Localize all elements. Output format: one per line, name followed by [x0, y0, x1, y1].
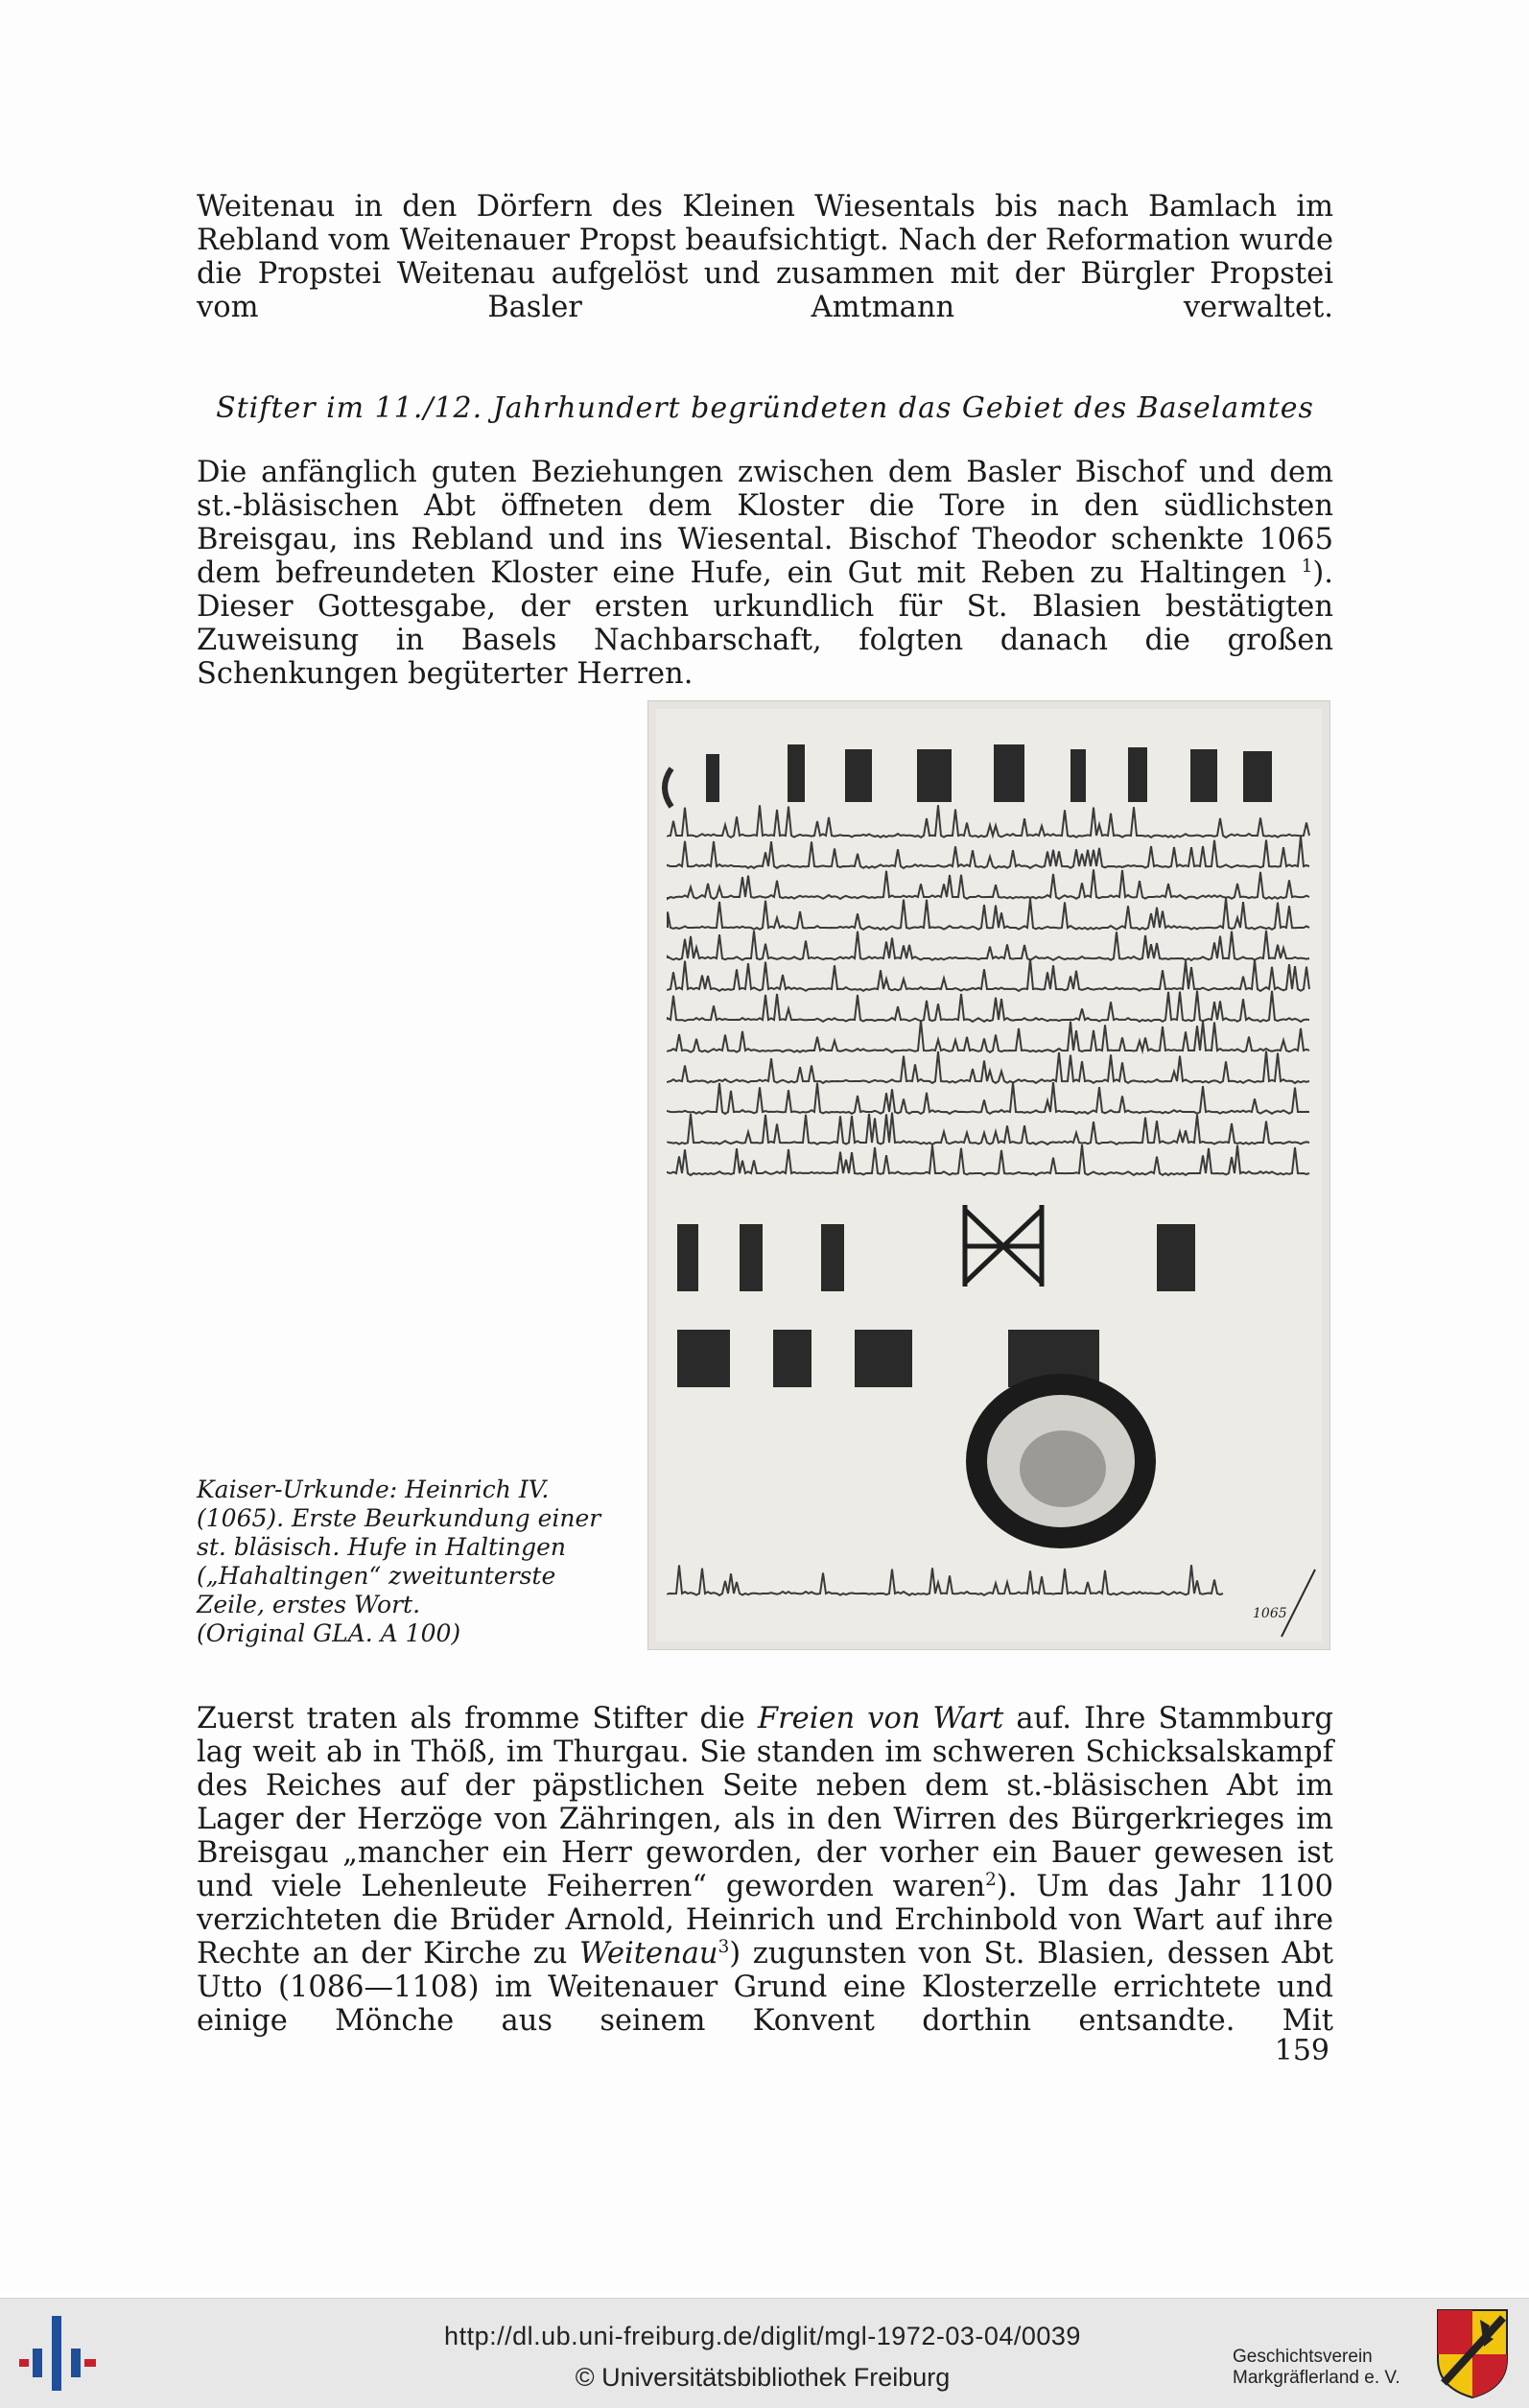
- paragraph-donations-text-2: ). Dieser Gottesgabe, der ersten urkundlich für St. Blasien bestätigten Zuweisung in Basels Nachbarschaft, folgten danach die großen Schenkungen begüterter Herren.: [197, 556, 1333, 691]
- footnote-ref-3: 3: [717, 1936, 730, 1957]
- page-number: 159: [1274, 2034, 1329, 2067]
- caption-line: Zeile, erstes Wort.: [197, 1591, 421, 1618]
- footnote-ref-2: 2: [985, 1869, 997, 1890]
- figure-caption: [197, 1475, 619, 1648]
- paragraph-wart-text-4: ) zugunsten von St. Blasien, dessen Abt Utto (1086—1108) im Weitenauer Grund eine Klosterzelle errichtete und einige Mönche aus seinem Konvent dorthin entsandte. Mit: [197, 1937, 1333, 2038]
- italic-freien-von-wart: Freien von Wart: [757, 1702, 1004, 1735]
- footnote-ref-1: 1: [1301, 555, 1313, 577]
- paragraph-donations: [197, 456, 1333, 691]
- caption-line: („Hahaltingen“ zweitunterste: [197, 1562, 556, 1590]
- copyright-text: © Universitätsbibliothek Freiburg: [575, 2363, 951, 2392]
- coat-of-arms-icon: [1434, 2306, 1511, 2400]
- society-line-2: Markgräflerland e. V.: [1233, 2368, 1400, 2388]
- society-name: [1233, 2347, 1434, 2389]
- paragraph-wart-text-2: auf. Ihre Stammburg lag weit ab in Thöß, im Thurgau. Sie standen im schweren Schicksalskampf des Reiches auf der päpstlichen Seite neben dem st.-bläsischen Abt im Lager der Herzöge von Zähringen, als in den Wirren des Bürgerkrieges im Breisgau „mancher ein Herr geworden, der vorher ein Bauer gewesen ist und viele Lehenleute Feiherren“ geworden waren: [197, 1702, 1333, 1903]
- figure-annotation: 1065: [1253, 1606, 1287, 1621]
- paragraph-wart-text-1: Zuerst traten als fromme Stifter die: [197, 1702, 758, 1735]
- section-heading: Stifter im 11./12. Jahrhundert begründeten das Gebiet des Baselamtes: [216, 391, 1314, 425]
- caption-line: st. bläsisch. Hufe in Haltingen: [197, 1533, 567, 1561]
- charter-image: [648, 701, 1329, 1649]
- caption-line: (Original GLA. A 100): [197, 1619, 461, 1647]
- charter-photograph: [647, 700, 1330, 1650]
- paragraph-wart-text-3: ). Um das Jahr 1100 verzichteten die Brüder Arnold, Heinrich und Erchinbold von Wart auf ihre Rechte an der Kirche zu: [197, 1870, 1333, 1971]
- italic-weitenau: Weitenau: [579, 1937, 718, 1971]
- society-line-1: Geschichtsverein: [1233, 2347, 1373, 2367]
- paragraph-donations-text: Die anfänglich guten Beziehungen zwischen dem Basler Bischof und dem st.-bläsischen Abt öffneten dem Kloster die Tore in den südlichsten Breisgau, ins Rebland und ins Wiesental. Bischof Theodor schenkte 1065 dem befreundeten Kloster eine Hufe, ein Gut mit Reben zu Haltingen: [197, 456, 1333, 590]
- caption-line: Kaiser-Urkunde: Heinrich IV.: [197, 1475, 550, 1503]
- footer-bar: [0, 2298, 1529, 2408]
- ub-freiburg-logo-icon: [19, 2312, 96, 2395]
- paragraph-intro: Weitenau in den Dörfern des Kleinen Wiesentals bis nach Bamlach im Rebland vom Weitenauer Propst beaufsichtigt. Nach der Reformation wurde die Propstei Weitenau aufgelöst und zusammen mit der Bürgler Propstei vom Basler Amtmann verwaltet.: [197, 190, 1333, 324]
- paragraph-wart: [197, 1702, 1333, 2038]
- document-url-link[interactable]: http://dl.ub.uni-freiburg.de/diglit/mgl-1972-03-04/0039: [444, 2322, 1081, 2350]
- caption-line: (1065). Erste Beurkundung einer: [197, 1504, 601, 1532]
